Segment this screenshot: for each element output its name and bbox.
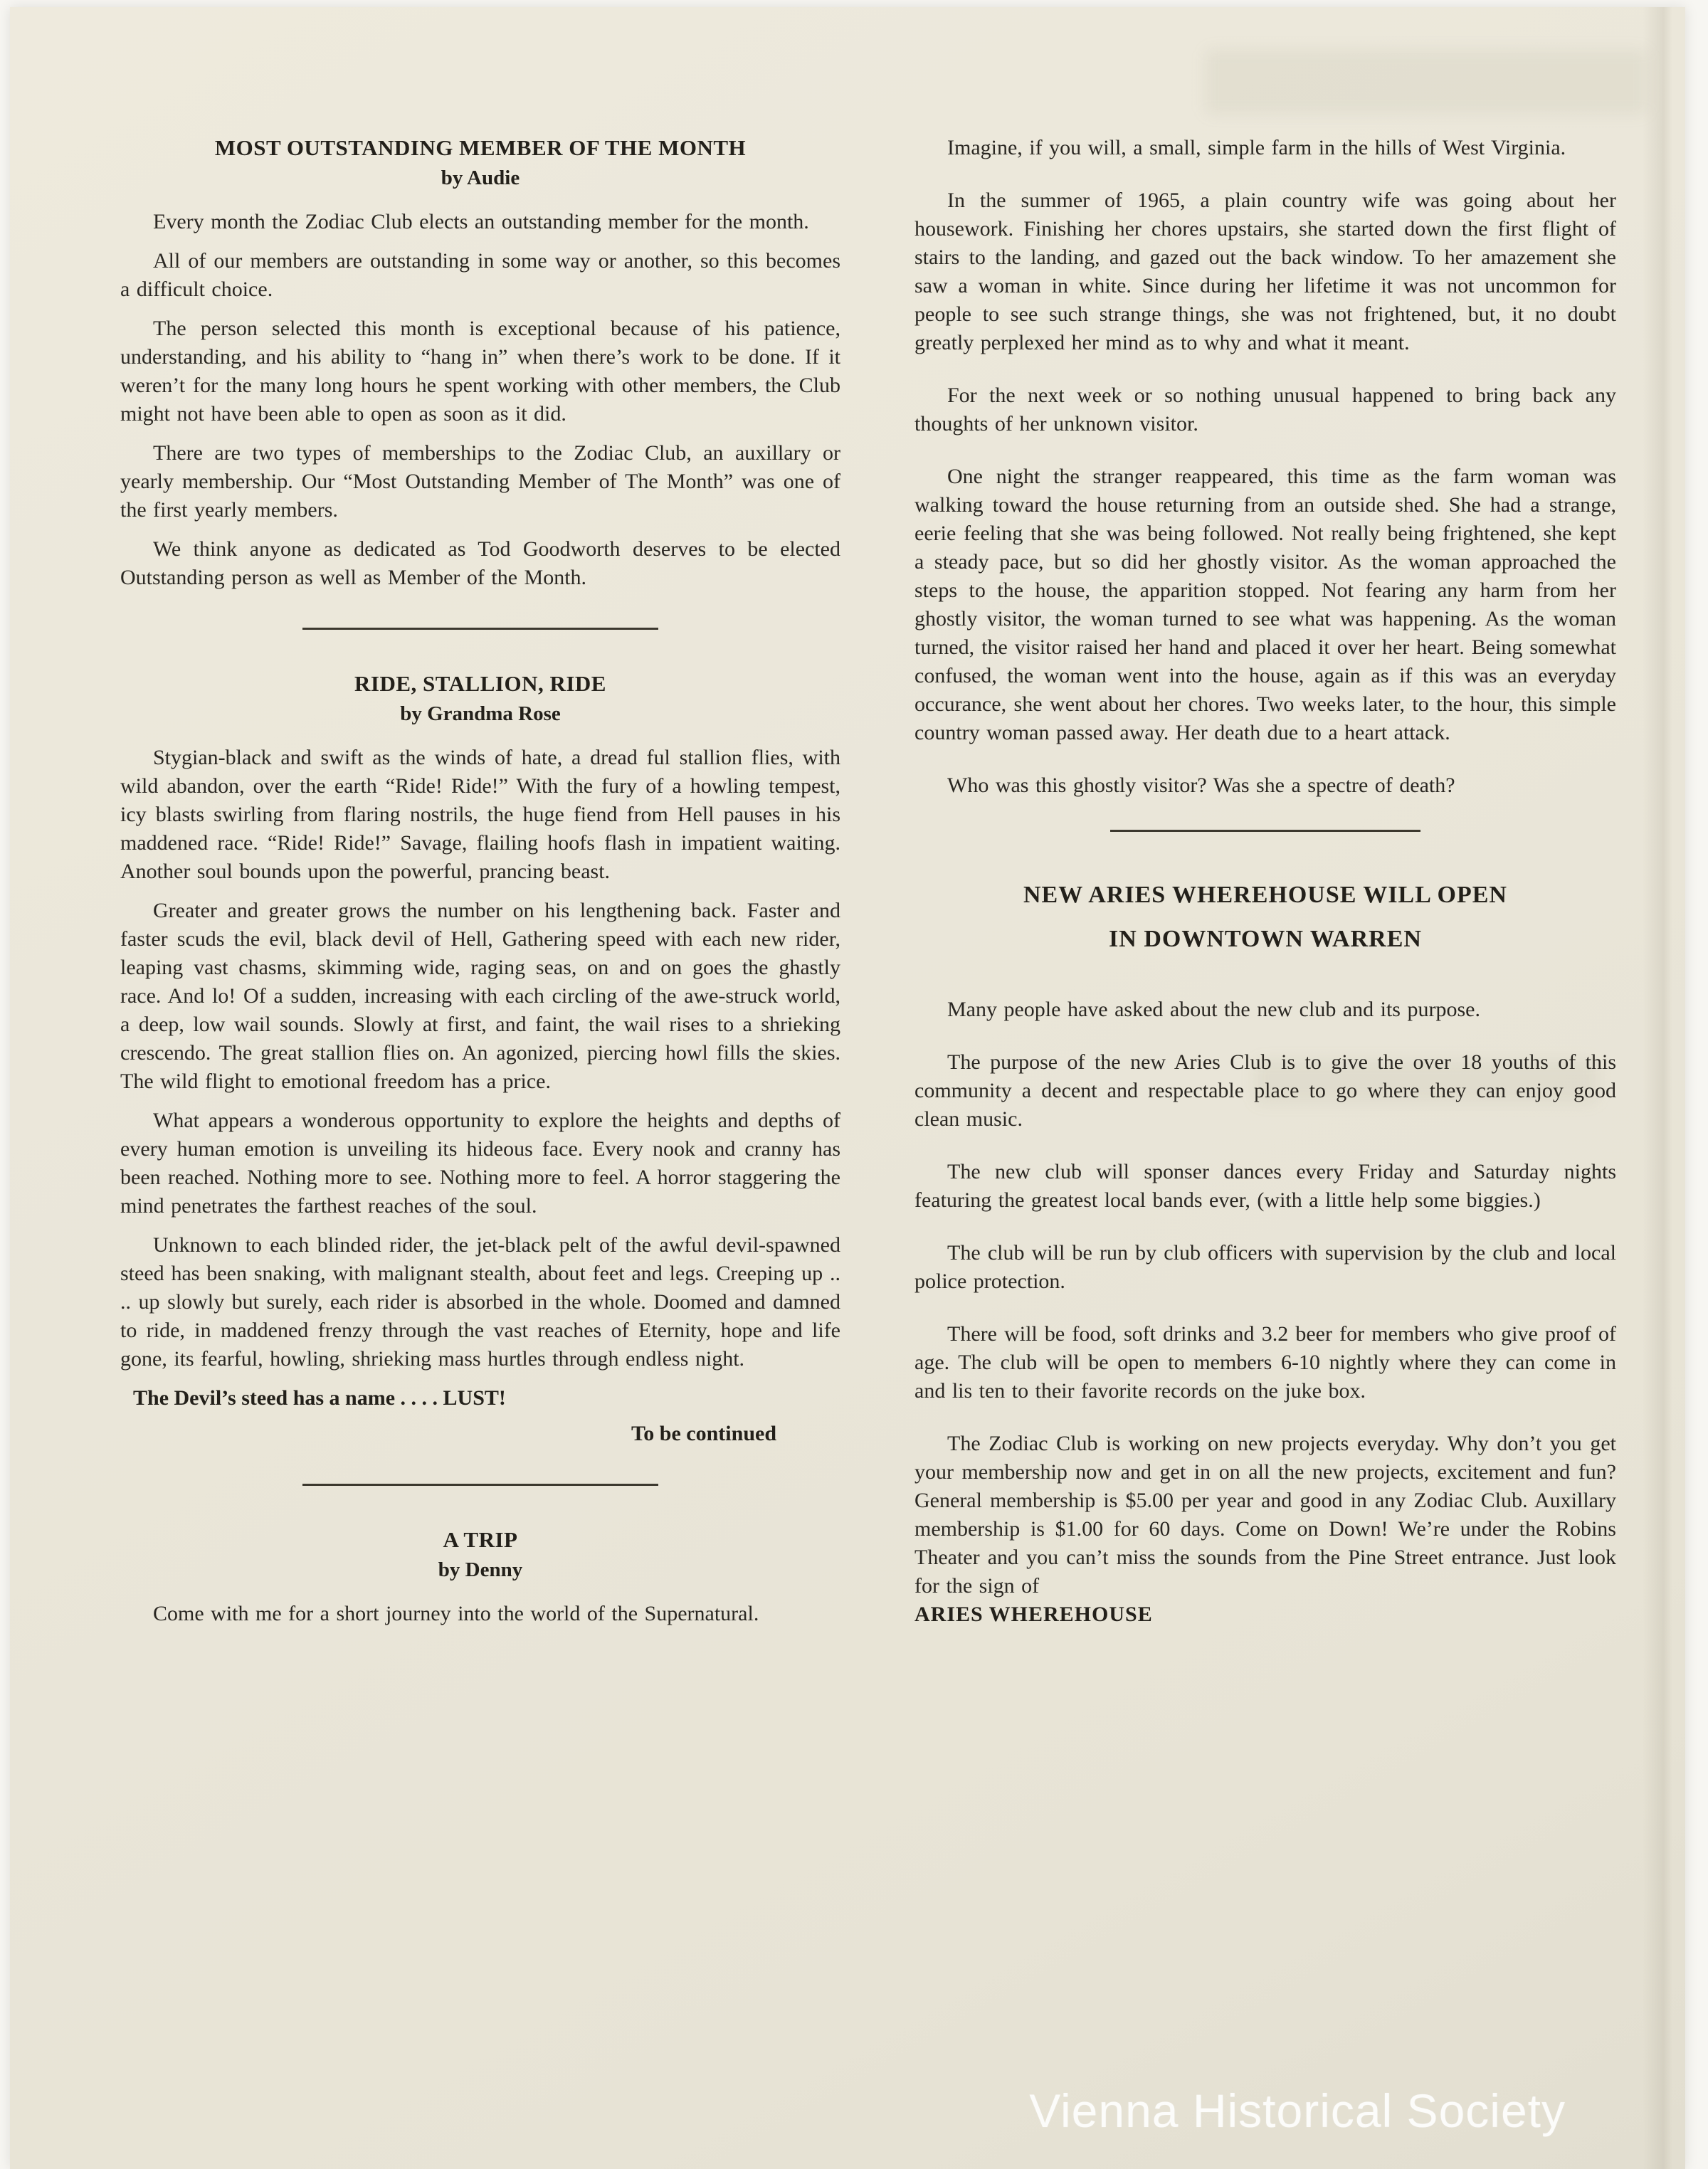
archive-watermark: Vienna Historical Society [1029,2084,1566,2137]
article-paragraph: One night the stranger reappeared, this time as the farm woman was walking toward the house returning from an outside shed. She had a strange, eerie feeling that she was being followed. Not really being frightened, she kept a steady pace, but so did her ghostly visitor. As the woman approached the steps to the house, the apparition stopped. Not fearing any harm from her ghostly visitor, the woman turned to see what was happening. As the woman turned, the visitor raised her hand and placed it over her heart. Being somewhat confused, the woman went into the house, again as if this was an everyday occurance, she went about her chores. Two weeks later, to the hour, this simple country woman passed away. Her death due to a heart attack. [914,465,1616,744]
article-paragraph: Stygian-black and swift as the winds of hate, a dread ful stallion flies, with wild abandon, over the earth “Ride! Ride!” With the fury of a howling tempest, icy blasts swirling from flaring nostrils, the huge fiend from Hell pauses in his maddened race. “Ride! Ride!” Savage, flailing hoofs flash in impatient waiting. Another soul bounds upon the powerful, prancing beast. [120,746,840,883]
article-closing-line: The Devil’s steed has a name . . . . LUST! [133,1386,506,1410]
article-title: A TRIP [443,1527,518,1552]
article-byline: by Denny [438,1558,523,1581]
article-paragraph: Every month the Zodiac Club elects an outstanding member for the month. [153,210,809,233]
article-title: MOST OUTSTANDING MEMBER OF THE MONTH [214,135,747,160]
article-byline: by Audie [441,167,520,189]
article-paragraph: Who was this ghostly visitor? Was she a spectre of death? [947,774,1455,797]
article-title-line1: NEW ARIES WHEREHOUSE WILL OPEN [1023,882,1507,908]
article-paragraph: For the next week or so nothing unusual happened to bring back any thoughts of her unknown visitor. [914,384,1616,436]
article-title [914,873,1616,961]
article-paragraph: Greater and greater grows the number on his lengthening back. Faster and faster scuds the evil, black devil of Hell, Gathering speed with each new rider, leaping vast chasms, skimming wide, raging seas, on and on goes the ghastly race. And lo! Of a sudden, increasing with each circling of the awe-struck world, a deep, low wail sounds. Slowly at first, and faint, the wail rises to a shrieking crescendo. The great stallion flies on. An agonized, piercing howl fills the skies. The wild flight to emotional freedom has a price. [120,899,840,1093]
article-paragraph: All of our members are outstanding in some way or another, so this becomes a difficult choice. [120,249,840,301]
article-paragraph: The club will be run by club officers with supervision by the club and local police protection. [914,1241,1616,1293]
article-paragraph: Come with me for a short journey into the world of the Supernatural. [153,1602,759,1625]
article-paragraph: The purpose of the new Aries Club is to give the over 18 youths of this community a decent and respectable place to go where they can enjoy good clean music. [914,1050,1616,1131]
article-paragraph: In the summer of 1965, a plain country wife was going about her housework. Finishing her chores upstairs, she started down the first flight of stairs to the landing, and gazed out the back window. To her amazement she saw a woman in white. Since during her lifetime it was not uncommon for people to see such strange things, she was not frightened, but, it no doubt greatly perplexed her mind as to why and what it meant. [914,189,1616,354]
section-divider [302,1484,658,1486]
article-paragraph: There will be food, soft drinks and 3.2 beer for members who give proof of age. The club will be open to members 6-10 nightly where they can come in and lis ten to their favorite records on the juke box. [914,1322,1616,1403]
article-paragraph: The Zodiac Club is working on new projects everyday. Why don’t you get your membership now and get in on all the new projects, excitement and fun? General membership is $5.00 per year and good in any Zodiac Club. Auxillary membership is $1.00 for 60 days. Come on Down! We’re under the Robins Theater and you can’t miss the sounds from the Pine Street entrance. Just look for the sign of [914,1432,1616,1598]
article-paragraph: Unknown to each blinded rider, the jet-black pelt of the awful devil-spawned steed has been snaking, with malignant stealth, about feet and legs. Creeping up .. .. up slowly but surely, each rider is absorbed in the whole. Doomed and damned to ride, in maddened frenzy through the vast reaches of Eternity, hope and life gone, its fearful, howling, shrieking mass hurtles through endless night. [120,1233,840,1371]
article-paragraph: We think anyone as dedicated as Tod Goodworth deserves to be elected Outstanding person as well as Member of the Month. [120,537,840,589]
section-divider [302,628,658,630]
two-column-layout [120,134,1616,1639]
article-paragraph: What appears a wonderous opportunity to explore the heights and depths of every human emotion is unveiling its hideous face. Every nook and cranny has been reached. Nothing more to see. Nothing more to feel. A horror staggering the mind penetrates the farthest reaches of the soul. [120,1109,840,1218]
article-a-trip [120,1526,840,1628]
article-paragraph: There are two types of memberships to the Zodiac Club, an auxillary or yearly membership. Our “Most Outstanding Member of The Month” was one of the first yearly members. [120,441,840,522]
article-title: RIDE, STALLION, RIDE [354,671,606,696]
article-ride-stallion-ride [120,670,840,1448]
section-divider [1110,830,1420,832]
to-be-continued-note: To be continued [631,1422,776,1445]
article-paragraph: Many people have asked about the new club and its purpose. [947,998,1480,1021]
article-title-line2: IN DOWNTOWN WARREN [1109,926,1422,952]
article-byline: by Grandma Rose [400,702,561,725]
article-most-outstanding-member [120,134,840,592]
paper-background [10,7,1685,2169]
article-ghost-story-continuation [914,134,1616,800]
right-column [914,134,1616,1639]
article-new-aries-wherehouse [914,873,1616,1629]
left-column [120,134,840,1639]
bleed-through-artifact [1206,50,1647,114]
article-paragraph: The person selected this month is exceptional because of his patience, understanding, and his ability to “hang in” when there’s work to be done. If it weren’t for the many long hours he spent working with other members, the Club might not have been able to open as soon as it did. [120,317,840,426]
article-paragraph: The new club will sponser dances every Friday and Saturday nights featuring the greatest local bands ever, (with a little help some biggies.) [914,1160,1616,1212]
article-signoff: ARIES WHEREHOUSE [914,1603,1153,1626]
article-paragraph: Imagine, if you will, a small, simple farm in the hills of West Virginia. [947,136,1566,159]
